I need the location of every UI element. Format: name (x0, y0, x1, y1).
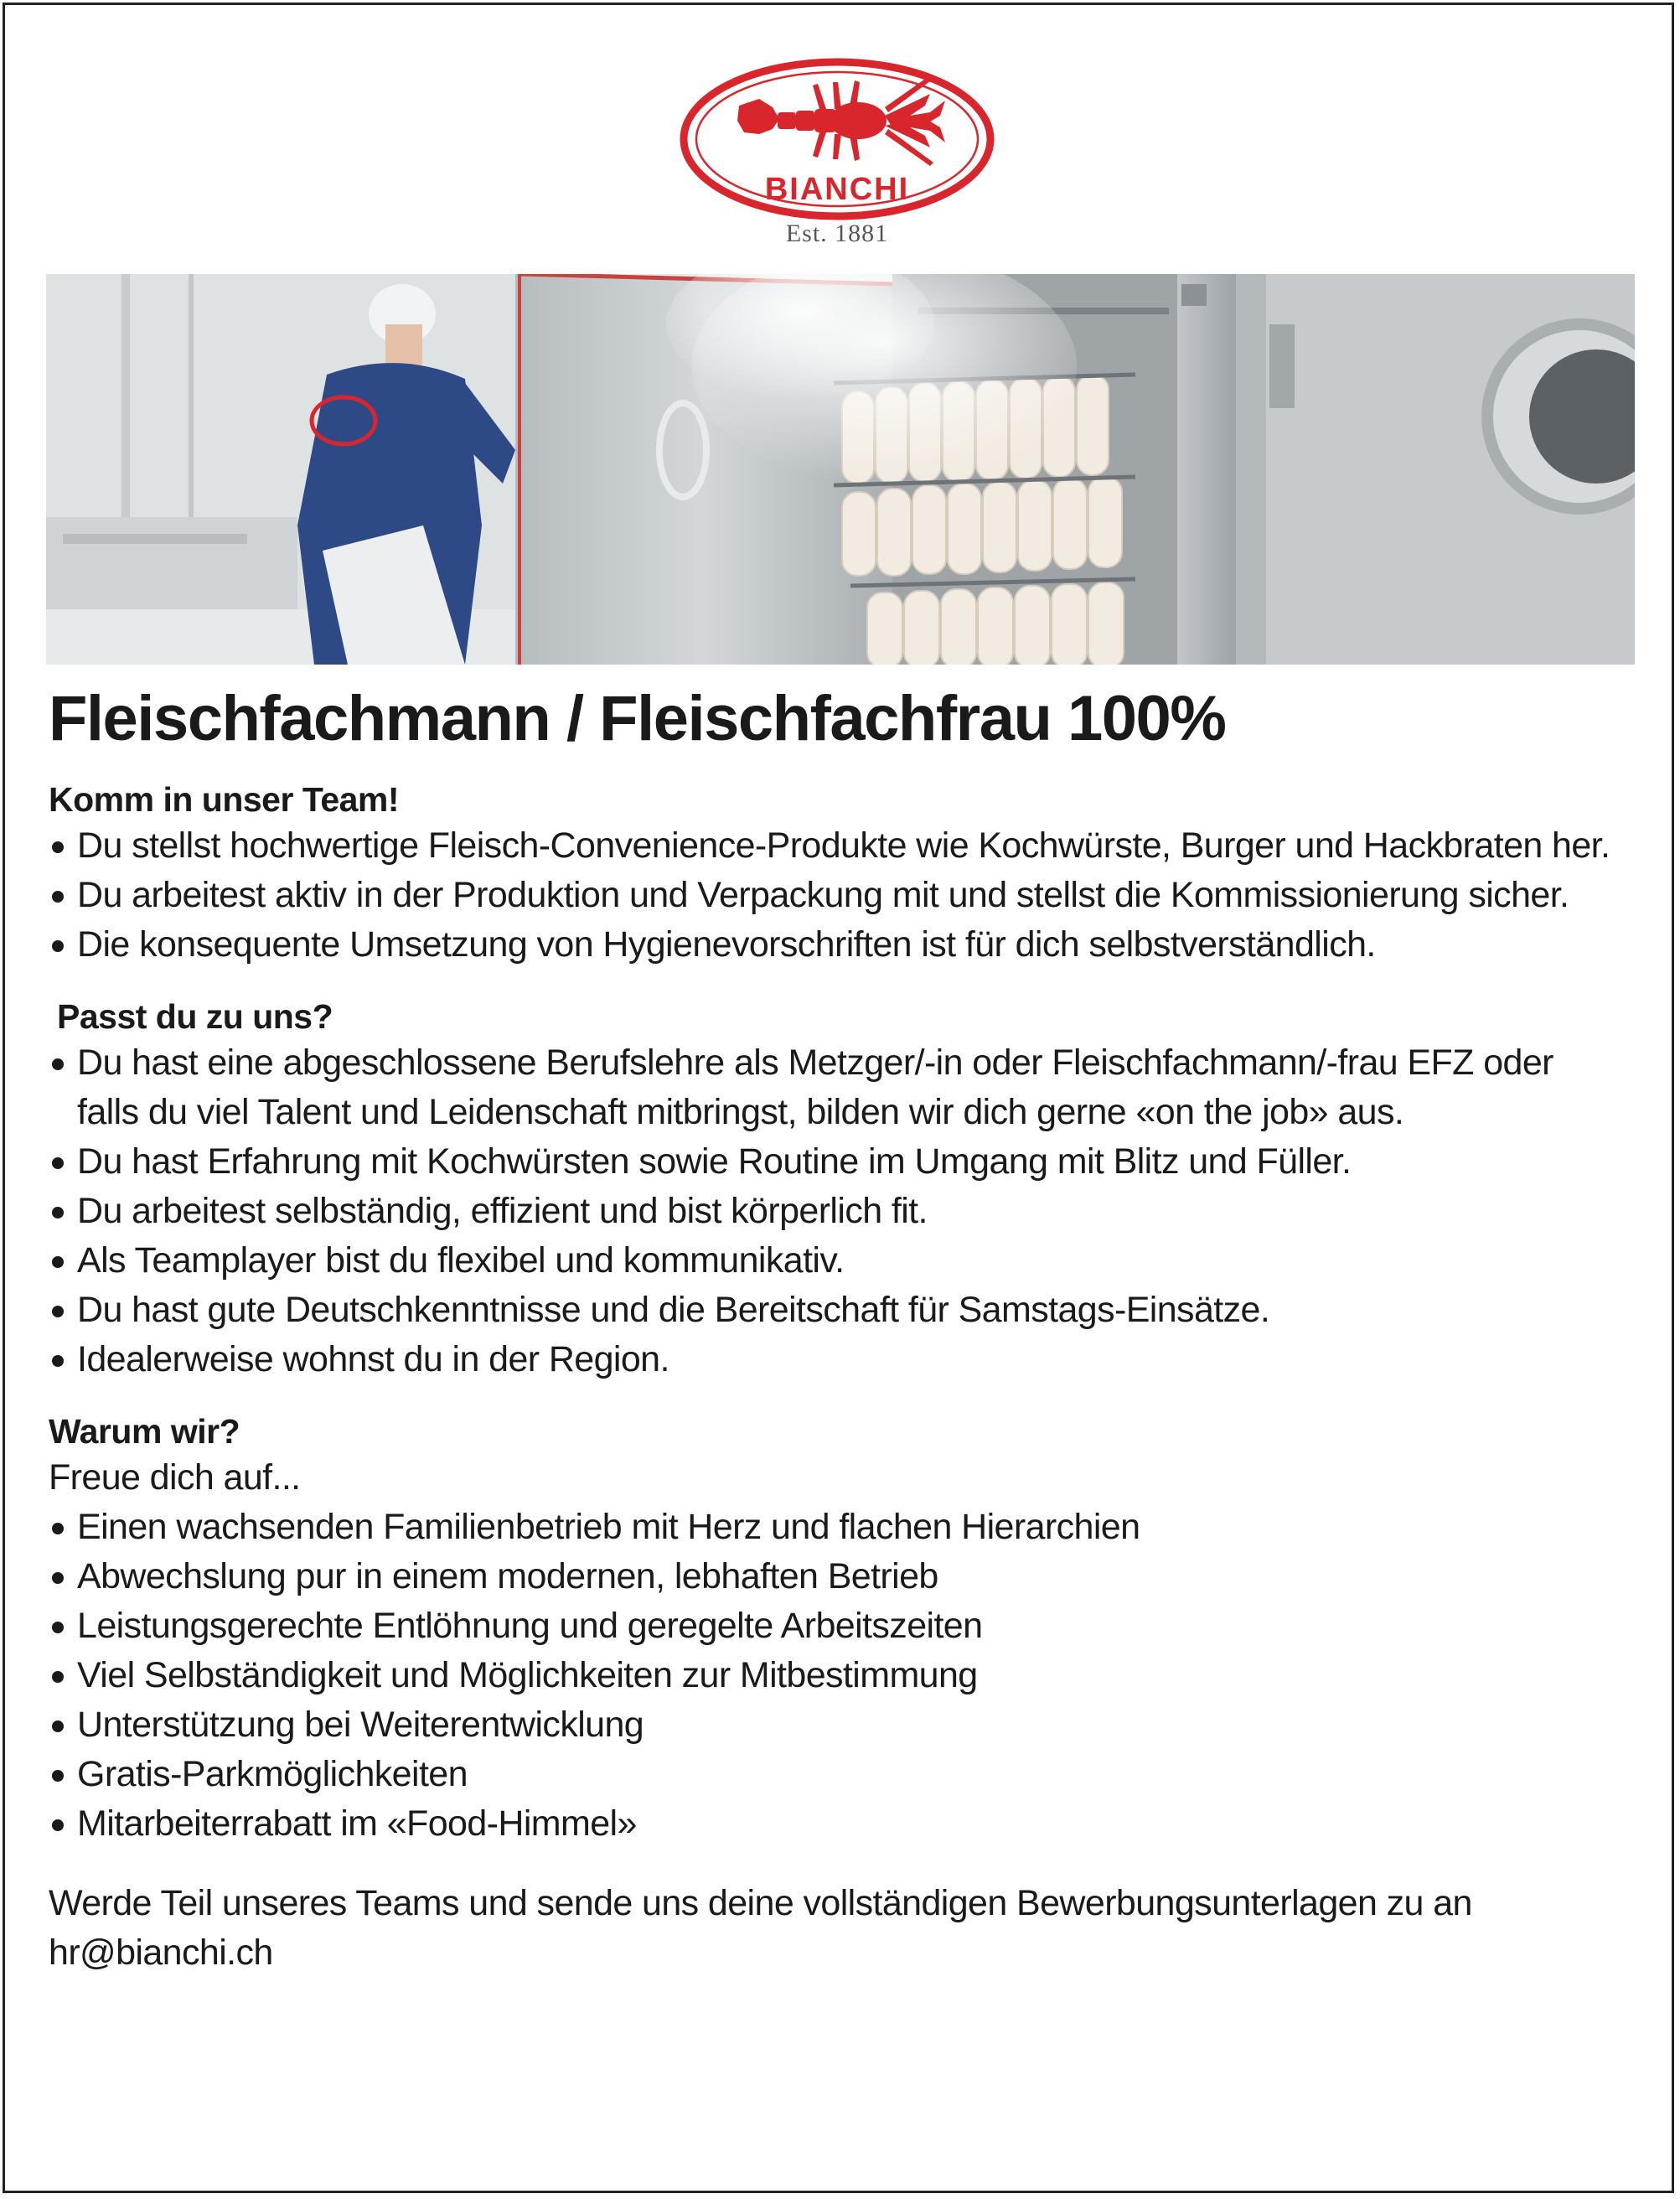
section-fit-list (49, 1038, 1624, 1384)
section-why-heading: Warum wir? (49, 1412, 240, 1451)
section-fit (49, 995, 1624, 1384)
logo-wordmark: BIANCHI (764, 172, 910, 207)
section-team (49, 778, 1624, 970)
closing-text: Werde Teil unseres Teams und sende uns deine vollständigen Bewerbungsunterlagen zu an (49, 1883, 1472, 1923)
list-item: Du arbeitest aktiv in der Produktion und Verpackung mit und stellst die Kommissionierung sicher. (49, 871, 1624, 920)
list-item: Abwechslung pur in einem modernen, lebhaften Betrieb (49, 1552, 1624, 1601)
list-item: Leistungsgerechte Entlöhnung und geregelte Arbeitszeiten (49, 1601, 1624, 1651)
section-why (49, 1410, 1624, 1849)
list-item: Gratis-Parkmöglichkeiten (49, 1750, 1624, 1799)
application-email: hr@bianchi.ch (49, 1933, 273, 1973)
list-item: Du arbeitest selbständig, effizient und bist körperlich fit. (49, 1187, 1624, 1236)
list-item: Mitarbeiterrabatt im «Food-Himmel» (49, 1799, 1624, 1849)
section-team-heading: Komm in unser Team! (49, 780, 400, 819)
list-item: Du hast gute Deutschkenntnisse und die Bereitschaft für Samstags-Einsätze. (49, 1286, 1624, 1335)
list-item: Du hast eine abgeschlossene Berufslehre als Metzger/-in oder Fleischfachmann/-frau EFZ oder falls du viel Talent und Leidenschaft mitbringst, bilden wir dich gerne «on the job» aus. (49, 1038, 1624, 1137)
list-item: Viel Selbständigkeit und Möglichkeiten zur Mitbestimmung (49, 1651, 1624, 1700)
section-why-list (49, 1503, 1624, 1849)
job-title: Fleischfachmann / Fleischfachfrau 100% (49, 683, 1226, 754)
list-item: Du hast Erfahrung mit Kochwürsten sowie Routine im Umgang mit Blitz und Füller. (49, 1137, 1624, 1187)
bianchi-logo (679, 57, 995, 221)
job-ad-content (49, 680, 1624, 1978)
section-fit-heading: Passt du zu uns? (57, 997, 333, 1036)
lobster-icon (737, 75, 945, 166)
list-item: Du stellst hochwertige Fleisch-Convenience-Produkte wie Kochwürste, Burger und Hackbraten her. (49, 821, 1624, 871)
list-item: Die konsequente Umsetzung von Hygienevorschriften ist für dich selbstverständlich. (49, 920, 1624, 970)
list-item: Idealerweise wohnst du in der Region. (49, 1335, 1624, 1384)
list-item: Unterstützung bei Weiterentwicklung (49, 1700, 1624, 1750)
list-item: Einen wachsenden Familienbetrieb mit Herz und flachen Hierarchien (49, 1503, 1624, 1552)
section-why-intro: Freue dich auf... (49, 1457, 301, 1498)
hero-image (46, 274, 1635, 665)
section-team-list (49, 821, 1624, 970)
logo-established: Est. 1881 (785, 220, 889, 247)
list-item: Als Teamplayer bist du flexibel und kommunikativ. (49, 1236, 1624, 1286)
